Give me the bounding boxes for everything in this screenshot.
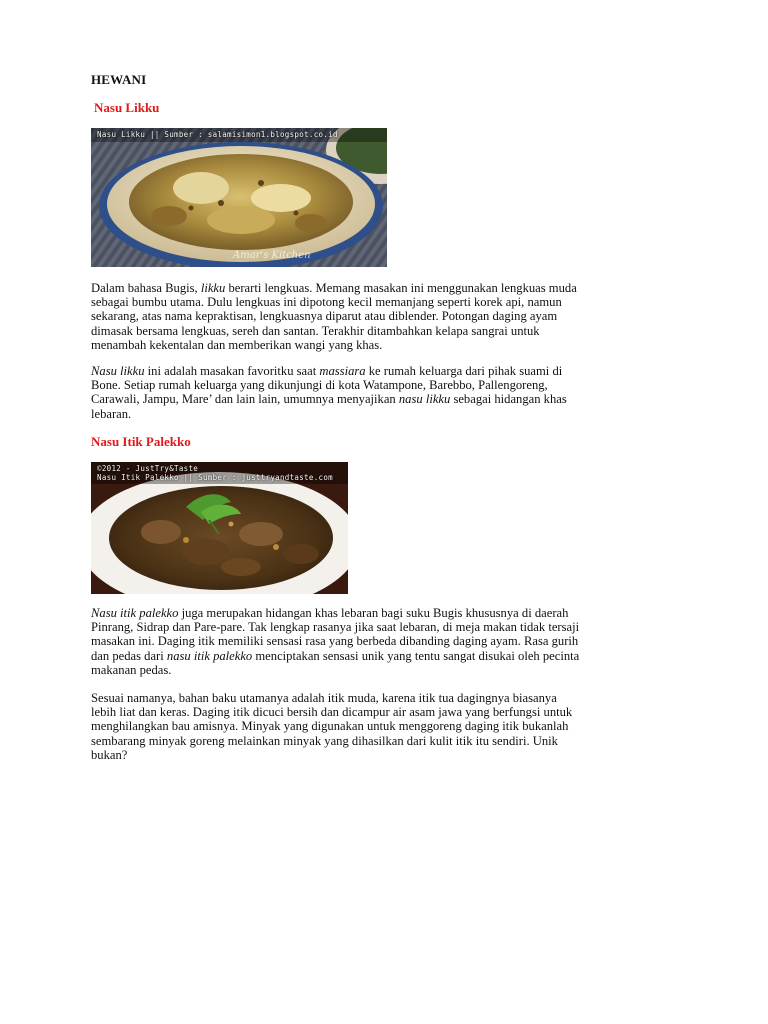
italic-term: nasu likku [398, 392, 451, 407]
italic-term: massiara [319, 364, 366, 378]
nasu-likku-paragraph-1 [91, 281, 681, 352]
paragraph-line [91, 281, 681, 295]
nasu-likku-photo [91, 128, 387, 267]
text-run: ini adalah masakan favoritku saat [144, 364, 320, 378]
nasu-itik-palekko-photo [91, 462, 348, 594]
paragraph-line [91, 392, 681, 406]
italic-term: Nasu likku [91, 364, 145, 378]
italic-term: likku [200, 281, 226, 295]
text-run: Sesuai namanya, bahan baku utamanya adalah itik muda, karena itik tua dagingnya biasanya [91, 691, 557, 705]
text-run: sebagai hidangan khas [450, 392, 567, 407]
paragraph-line [91, 309, 681, 323]
paragraph-line [91, 719, 681, 733]
text-run: lebih liat dan keras. Daging itik dicuci bersih dan dicampur air asam jawa yang berfungsi untuk [91, 705, 573, 720]
text-run: sebagai bumbu utama. Dulu lengkuas ini dipotong kecil memanjang seperti korek api, namun [91, 295, 562, 310]
text-run: ke rumah keluarga dari pihak suami di [365, 364, 563, 378]
paragraph-line [91, 338, 681, 352]
paragraph-line [91, 663, 681, 677]
nasu-itik-palekko-paragraph-1 [91, 606, 681, 677]
text-run: makanan pedas. [91, 662, 172, 677]
paragraph-line [91, 705, 681, 719]
paragraph-line [91, 734, 681, 748]
nasu-itik-palekko-photo-caption: ©2012 - JustTry&Taste [97, 464, 199, 473]
text-run: menghilangkan bau amisnya. Minyak yang digunakan untuk menggoreng daging itik bukanlah [91, 719, 569, 734]
section-title: HEWANI [91, 72, 147, 87]
paragraph-line [91, 606, 681, 620]
text-run: bukan? [91, 747, 128, 762]
nasu-likku-photo-signature: Amar's Kitchen [233, 250, 311, 261]
text-run: Pinrang, Sidrap dan Pare-pare. Tak lengkap rasanya jika saat lebaran, di meja makan tidak tersaji [91, 620, 580, 635]
text-run: dimasak bersama lengkuas, sereh dan santan. Terakhir ditambahkan kelapa sangrai untuk [91, 323, 540, 338]
paragraph-line [91, 364, 681, 378]
nasu-likku-paragraph-2 [91, 364, 681, 421]
text-run: juga merupakan hidangan khas lebaran bagi suku Bugis khususnya di daerah [178, 606, 569, 620]
text-run: menambah kekentalan dan memberikan wangi yang khas. [91, 337, 383, 352]
paragraph-line [91, 295, 681, 309]
text-run: dan pedas dari [91, 648, 167, 663]
nasu-likku-illustration [91, 128, 387, 267]
text-run: Carawali, Jampu, Mare’ dan lain lain, umumnya menyajikan [91, 392, 399, 407]
text-run: masakan ini. Daging itik memiliki sensasi rasa yang berbeda dibanding daging ayam. Rasa gurih [91, 634, 579, 649]
text-run: Bone. Setiap rumah keluarga yang dikunjungi di kota Watampone, Barebbo, Pallengoreng, [91, 378, 548, 393]
text-run: sekarang, atas nama kepraktisan, lengkuasnya diparut atau diblender. Potongan daging ayam [91, 309, 558, 324]
paragraph-line [91, 649, 681, 663]
paragraph-line [91, 748, 681, 762]
paragraph-line [91, 634, 681, 648]
paragraph-line [91, 407, 681, 421]
dish-title-nasu-itik-palekko: Nasu Itik Palekko [91, 434, 191, 449]
paragraph-line [91, 620, 681, 634]
text-run: Dalam bahasa Bugis, [91, 281, 201, 295]
nasu-likku-photo-caption: Nasu Likku || Sumber : salamisimon1.blogspot.co.id [97, 130, 338, 139]
text-run: menciptakan sensasi unik yang tentu sangat disukai oleh pecinta [252, 648, 580, 663]
text-run: lebaran. [91, 406, 132, 421]
dish-title-nasu-likku: Nasu Likku [94, 100, 160, 115]
nasu-itik-palekko-paragraph-2 [91, 691, 681, 762]
paragraph-line [91, 691, 681, 705]
italic-term: Nasu itik palekko [91, 606, 179, 620]
text-run: sembarang minyak goreng melainkan minyak yang dihasilkan dari kulit itik itu sendiri. Unik [91, 733, 558, 748]
paragraph-line [91, 324, 681, 338]
nasu-itik-palekko-photo-caption-2: Nasu Itik Palekko || Sumber : justtryandtaste.com [97, 473, 333, 482]
paragraph-line [91, 378, 681, 392]
text-run: berarti lengkuas. Memang masakan ini menggunakan lengkuas muda [225, 281, 577, 295]
italic-term: nasu itik palekko [166, 648, 253, 663]
